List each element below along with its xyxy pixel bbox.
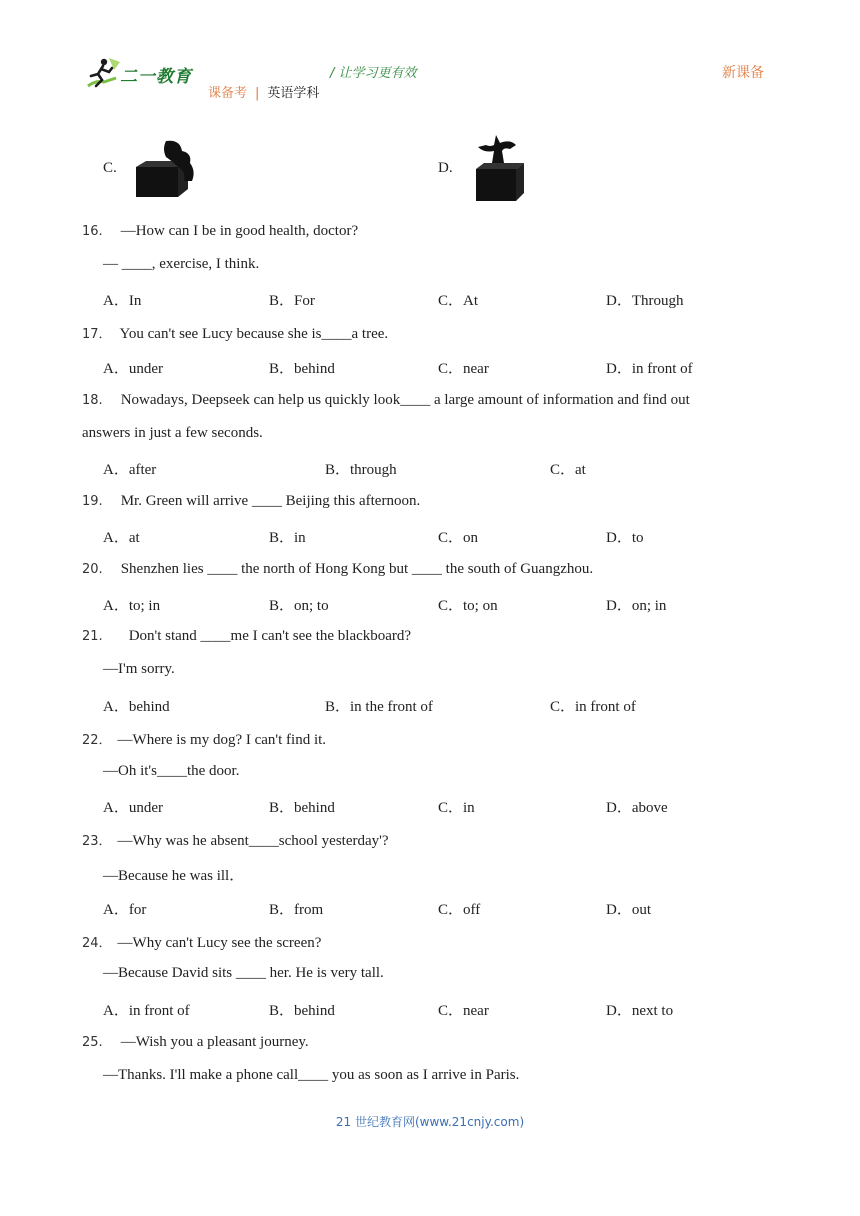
option-d[interactable]: D．to [606,530,644,546]
subject-name: 英语学科 [267,86,320,101]
option-c[interactable]: C．near [438,361,489,377]
question-line: —I'm sorry. [103,661,175,677]
question-number: 25. [82,1035,103,1050]
question-text: Mr. Green will arrive ____ Beijing this afternoon. [120,493,421,509]
option-c[interactable]: C．in front of [550,699,636,715]
option-a[interactable]: A．at [103,530,140,546]
option-d-label: D. [438,160,453,176]
question-number: 22． [82,733,112,748]
question-line: answers in just a few seconds. [82,425,263,441]
question-number: 16. [82,224,103,239]
question-23 [82,830,389,850]
question-text: Nowadays, Deepseek can help us quickly look____ a large amount of information and find out [120,392,690,408]
subject-prefix: 课备考 [208,86,248,101]
option-c[interactable]: C．to; on [438,598,498,614]
question-number: 19. [82,494,103,509]
option-c[interactable]: C．near [438,1003,489,1019]
question-21 [82,627,411,645]
option-d[interactable]: D．next to [606,1003,674,1019]
option-b[interactable]: B．in [269,530,306,546]
option-c[interactable]: C．on [438,530,479,546]
header-right-label: 新课备 [722,65,764,81]
question-22 [82,729,326,749]
option-a[interactable]: A．under [103,361,163,377]
question-line: —Because David sits ____ her. He is very tall. [103,965,384,981]
option-b[interactable]: B．on; to [269,598,329,614]
option-a[interactable]: A．after [103,462,157,478]
question-text: —How can I be in good health, doctor? [120,223,359,239]
option-b[interactable]: B．in the front of [325,699,433,715]
question-18 [82,391,690,409]
option-a[interactable]: A．for [103,902,147,918]
option-a[interactable]: A．behind [103,699,170,715]
option-d[interactable]: D．out [606,902,652,918]
question-line: —Thanks. I'll make a phone call____ you as soon as I arrive in Paris. [103,1067,520,1083]
option-d[interactable]: D．on; in [606,598,667,614]
question-number: 23． [82,834,112,849]
logo-text: 二一教育 [120,67,192,87]
option-b[interactable]: B．behind [269,361,335,377]
option-c-label: C. [103,160,117,176]
page-footer: 21 世纪教育网(www.21cnjy.com) [335,1115,525,1129]
option-b[interactable]: B．behind [269,800,335,816]
box-with-figure-on-top-icon [470,133,528,203]
option-b[interactable]: B．through [325,462,397,478]
question-text: —Wish you a pleasant journey. [120,1034,309,1050]
option-c[interactable]: C．off [438,902,481,918]
question-number: 24． [82,936,112,951]
option-b[interactable]: B．For [269,293,315,309]
question-number: 21. [82,629,103,644]
question-17 [82,323,388,343]
option-c[interactable]: C．at [550,462,586,478]
question-19 [82,492,420,510]
option-a[interactable]: A．under [103,800,163,816]
question-text: —Why was he absent____school yesterday'? [117,833,389,849]
option-a[interactable]: A．In [103,293,142,309]
question-16 [82,222,358,240]
subject-line [208,82,319,101]
question-20 [82,560,593,578]
question-number: 17． [82,327,112,342]
runner-logo-icon [82,56,122,90]
question-text: Shenzhen lies ____ the north of Hong Kong but ____ the south of Guangzhou. [120,561,594,577]
option-c-image [132,137,200,204]
option-d-image [470,133,528,208]
question-text: —Where is my dog? I can't find it. [117,732,327,748]
question-24 [82,932,321,952]
question-text: You can't see Lucy because she is____a tree. [119,326,389,342]
option-c[interactable]: C．At [438,293,479,309]
header-slogan: / 让学习更有效 [330,66,417,81]
subject-separator: | [255,86,260,101]
option-a[interactable]: A．in front of [103,1003,190,1019]
question-text: —Why can't Lucy see the screen? [117,935,322,951]
option-d[interactable]: D．in front of [606,361,693,377]
option-b[interactable]: B．from [269,902,324,918]
question-line: — ____, exercise, I think. [103,256,260,272]
option-a[interactable]: A．to; in [103,598,161,614]
option-d[interactable]: D．Through [606,293,684,309]
question-text: Don't stand ____me I can't see the blackboard? [128,628,412,644]
box-with-figure-beside-icon [132,137,200,199]
question-number: 18. [82,393,103,408]
question-line: —Oh it's____the door. [103,763,240,779]
option-d[interactable]: D．above [606,800,668,816]
question-25 [82,1033,309,1051]
option-b[interactable]: B．behind [269,1003,335,1019]
option-c[interactable]: C．in [438,800,475,816]
question-number: 20. [82,562,103,577]
question-line: —Because he was ill． [103,868,245,884]
